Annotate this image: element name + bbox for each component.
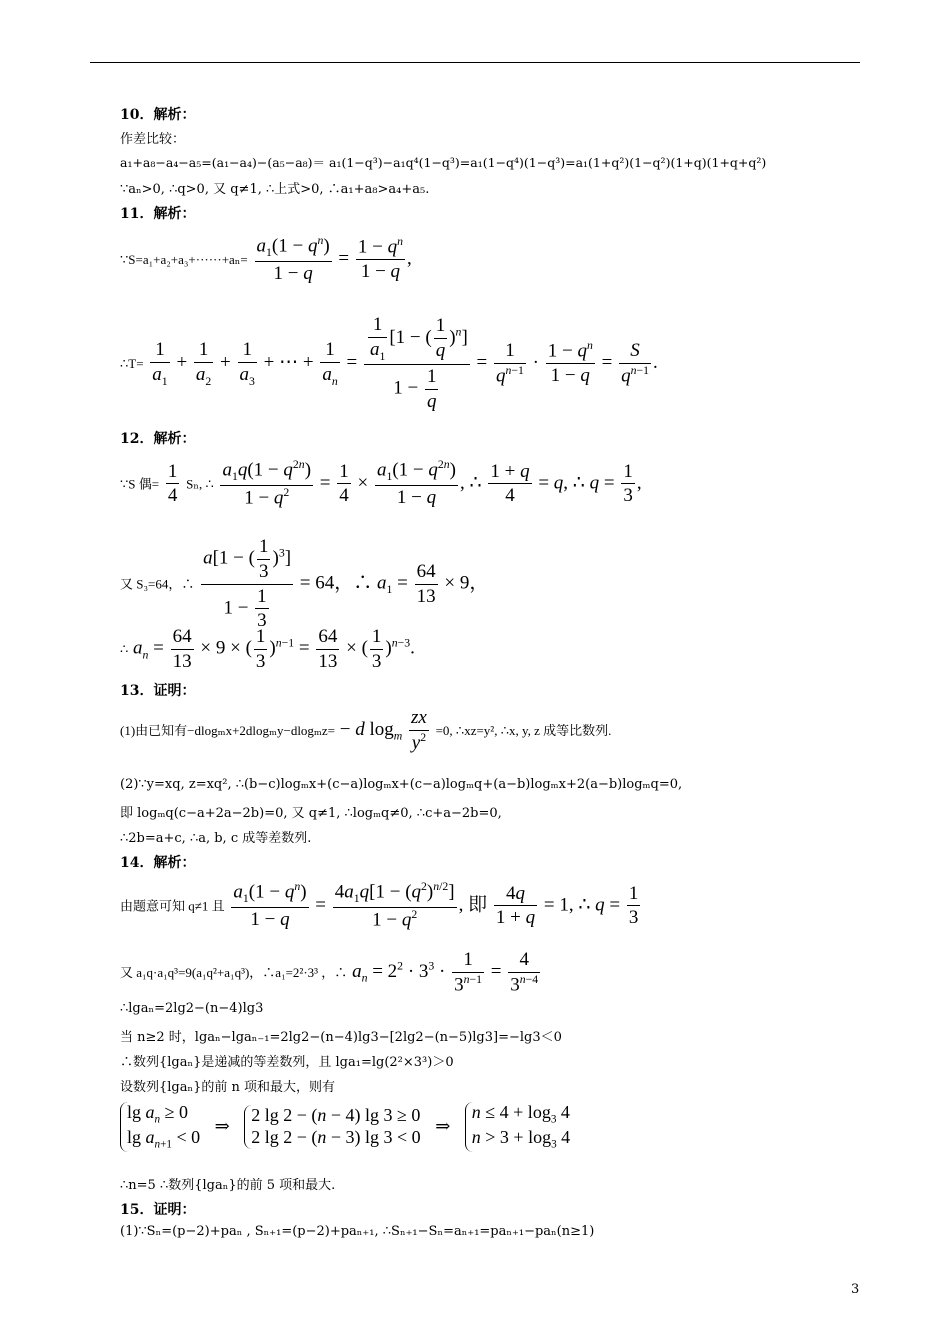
q14-text-5: ∴n=5 ∴数列{lgaₙ}的前 5 项和最大. (120, 1178, 336, 1193)
q12-eq1-prefix: ∵S 偶= (120, 476, 160, 492)
q14-text-3: ∴数列{lgaₙ}是递减的等差数列，且 lga₁=lg(2²×3³)＞0 (120, 1055, 454, 1070)
q11-equation-2: ∴T= $\frac{1}{a_1}$ + $\frac{1}{a_2}$ + $\frac{1}{a_3}$ + ⋯ + $\frac{1}{a_n}$ = $\frac{1}{a_1}$ [1 − ( $\frac{1}{q}$ )$^n$] 1 − $\frac{1}{q}$ = $\frac{1}{q^{n-1}}$ · $\frac{1 - q^n}{1 - q}$ = $\frac{S}{q^{n-1}}$ . (120, 314, 658, 413)
q13-eq-prefix: (1)由已知有−dlogₘx+2dlogₘy−dlogₘz= (120, 722, 336, 738)
q12-eq2-prefix: 又 S₃=64，∴ (120, 576, 195, 592)
q12-eq1-middle: Sₙ, ∴ (186, 476, 214, 492)
q11-eq1-prefix: ∵S=a₁+a₂+a₃+······+aₙ= (120, 252, 248, 268)
q14-text-2: 当 n≥2 时，lgaₙ−lgaₙ₋₁=2lg2−(n−4)lg3−[2lg2−(n−5)lg3]=−lg3＜0 (120, 1030, 562, 1045)
q13-text-2: (2)∵y=xq, z=xq², ∴(b−c)logₘx+(c−a)logₘx+(c−a)logₘq+(a−b)logₘx+2(a−b)logₘq=0, (120, 777, 683, 792)
q14-inequality-system: $\lg a_n \ge 0$ $\lg a_{n+1} < 0$ ⇒ 2 lg 2 − (n − 4) lg 3 ≥ 0 2 lg 2 − (n − 3) lg 3 < 0 ⇒ $n \le 4 + \log_3 4$ $n > 3 + \log_3 4$ (120, 1102, 570, 1152)
q14-equation-2: 又 a₁q·a₁q³=9(a₁q²+a₁q³)，∴a₁=2²·3³ ，∴ $a_n = 2^2 \cdot 3^3$ · $\frac{1}{3^{n-1}}$ = $\frac{4}{3^{n-4}}$ (120, 949, 539, 996)
q12-eq3-prefix: ∴ (120, 641, 129, 657)
q14-heading: 14．解析： (120, 855, 196, 871)
q15-text-1: (1)∵Sₙ=(p−2)+paₙ , Sₙ₊₁=(p−2)+paₙ₊₁, ∴Sₙ₊₁−Sₙ=aₙ₊₁=paₙ₊₁−paₙ(n≥1) (120, 1224, 595, 1239)
q13-heading: 13．证明： (120, 683, 196, 699)
q11-heading: 11．解析： (120, 206, 196, 222)
q13-text-4: ∴2b=a+c, ∴a, b, c 成等差数列. (120, 831, 312, 846)
q14-equation-1: 由题意可知 q≠1 且 $\frac{a_1(1 - q^n)}{1 - q}$ = $\frac{4a_1q[1 - (q^2)^{n/2}]}{1 - q^2}$ , 即 $\frac{4q}{1 + q}$ = 1, ∴ q = $\frac{1}{3}$ (120, 880, 639, 931)
q13-equation-1: (1)由已知有−dlogₘx+2dlogₘy−dlogₘz= − d $\log_m$ $\frac{zx}{y^2}$ =0, ∴xz=y², ∴x, y, z 成等比数列. (120, 707, 612, 754)
page-number: 3 (851, 1282, 860, 1297)
q14-text-1: ∴lgaₙ=2lg2−(n−4)lg3 (120, 1001, 264, 1016)
q10-text-3: ∵aₙ>0, ∴q>0, 又 q≠1, ∴上式>0, ∴a₁+a₈>a₄+a₅. (120, 182, 430, 197)
q13-eq-suffix: =0, ∴xz=y², ∴x, y, z 成等比数列. (435, 722, 612, 738)
q14-eq1-prefix: 由题意可知 q≠1 且 (120, 898, 225, 914)
header-rule (90, 62, 860, 63)
q12-heading: 12．解析： (120, 431, 196, 447)
q11-eq2-prefix: ∴T= (120, 355, 144, 371)
q10-text-1: 作差比较： (120, 132, 186, 147)
q12-equation-1: ∵S 偶= $\frac{1}{4}$ Sₙ, ∴ $\frac{a_1q(1 - q^{2n})}{1 - q^2}$ = $\frac{1}{4}$ × $\frac{a_1(1 - q^{2n})}{1 - q}$ , ∴ $\frac{1 + q}{4}$ = q, ∴ q = $\frac{1}{3}$ , (120, 458, 642, 509)
q12-equation-3: ∴ $a_n$ = $\frac{64}{13}$ × 9 × ( $\frac{1}{3}$ )$^{n-1}$ = $\frac{64}{13}$ × ( $\frac{1}{3}$ )$^{n-3}$. (120, 626, 415, 672)
q15-heading: 15．证明： (120, 1202, 196, 1218)
q12-equation-2: 又 S₃=64，∴ a[1 − ( $\frac{1}{3}$ )$^3$] 1 − $\frac{1}{3}$ = 64，∴ $a_1$ = $\frac{64}{13}$ × 9， (120, 536, 489, 632)
q10-text-2: a₁+a₈−a₄−a₅=(a₁−a₄)−(a₅−a₈)＝ a₁(1−q³)−a₁q⁴(1−q³)=a₁(1−q⁴)(1−q³)=a₁(1+q²)(1−q²)(1+q)(1+q+q²) (120, 155, 767, 170)
q10-heading: 10．解析： (120, 107, 196, 123)
q14-text-4: 设数列{lgaₙ}的前 n 项和最大，则有 (120, 1080, 336, 1095)
q14-eq2-prefix: 又 a₁q·a₁q³=9(a₁q²+a₁q³)，∴a₁=2²·3³ ，∴ (120, 964, 348, 980)
q13-text-3: 即 logₘq(c−a+2a−2b)=0, 又 q≠1, ∴logₘq≠0, ∴c+a−2b=0, (120, 806, 502, 821)
q11-equation-1: ∵S=a₁+a₂+a₃+······+aₙ= $\frac{a_1(1 - q^n)}{1 - q}$ = $\frac{1 - q^n}{1 - q}$ , (120, 234, 412, 284)
